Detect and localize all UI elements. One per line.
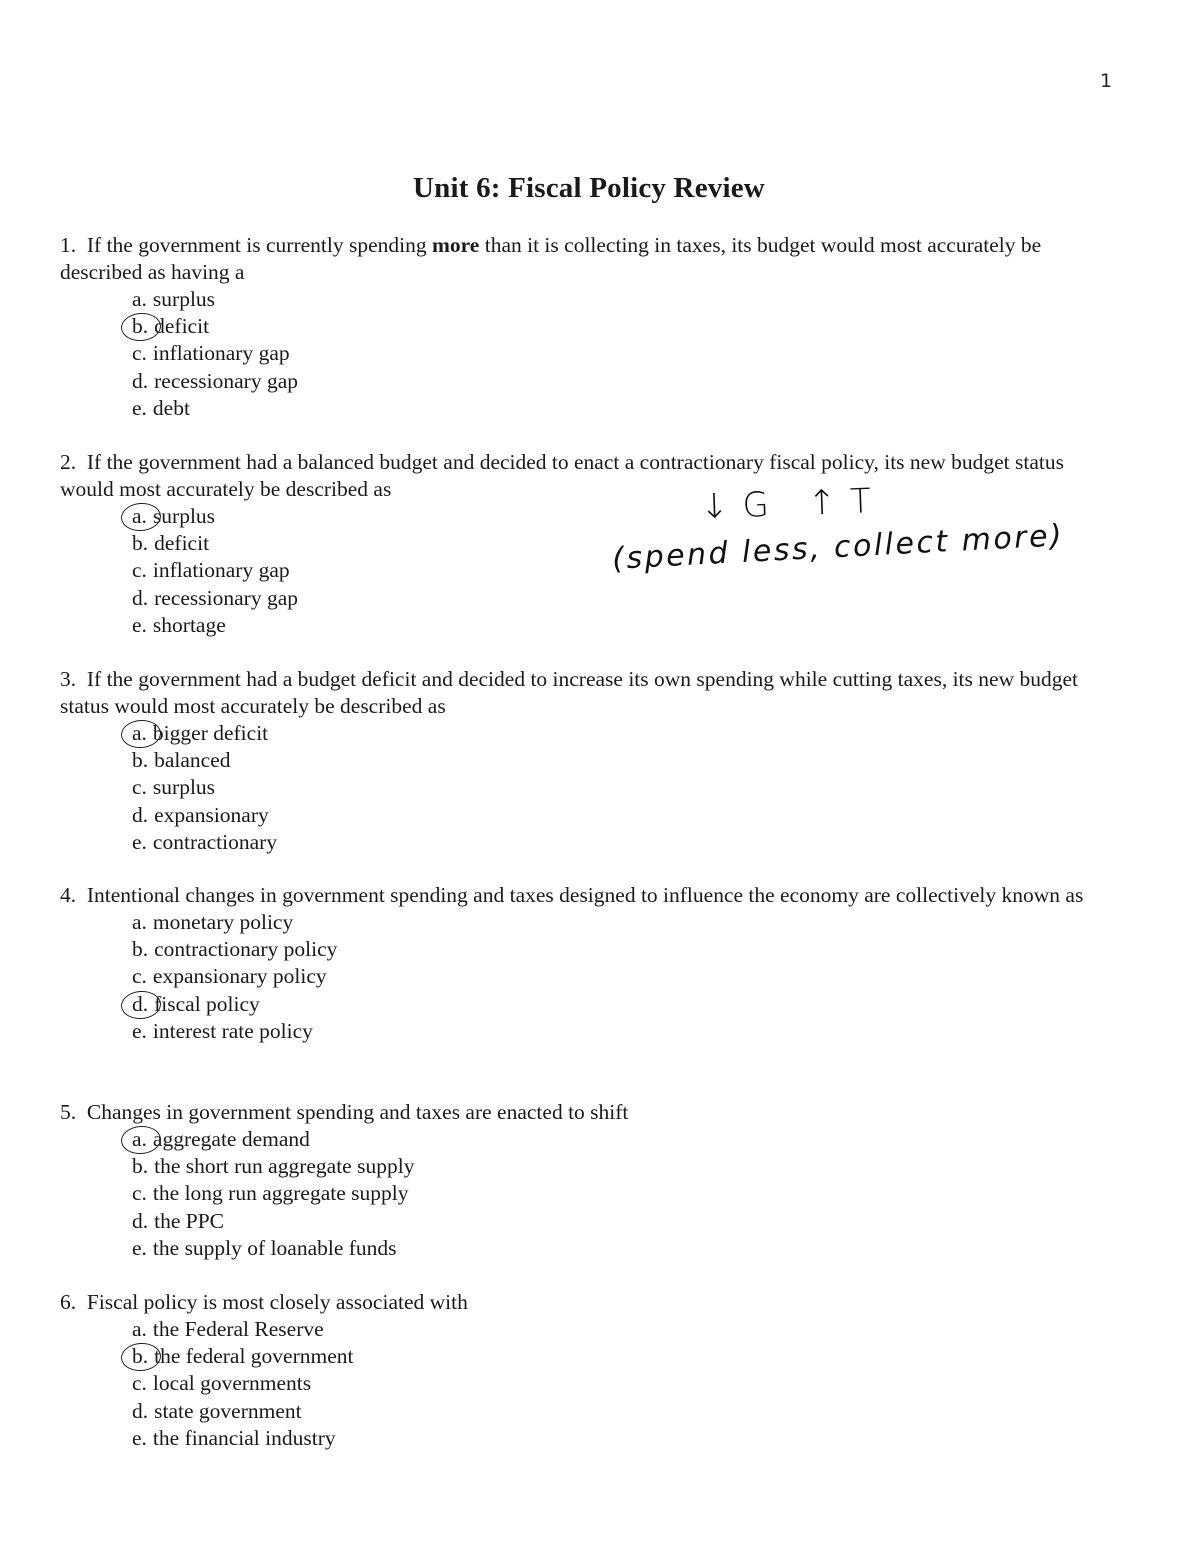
handwritten-note: (spend less, collect more) — [611, 518, 1066, 577]
option-list — [60, 720, 1120, 856]
option-letter: c. — [132, 341, 147, 366]
option-letter: b. — [132, 1154, 149, 1179]
option-d[interactable] — [132, 802, 1120, 829]
option-letter: e. — [132, 612, 147, 637]
option-a[interactable] — [132, 909, 1120, 936]
question-6 — [60, 1289, 1120, 1452]
page-number: 1 — [1100, 70, 1113, 92]
option-letter: e. — [132, 829, 147, 854]
option-text: expansionary policy — [152, 964, 327, 989]
option-text: the federal government — [154, 1344, 354, 1369]
option-text: contractionary policy — [154, 937, 338, 962]
option-text: surplus — [152, 287, 216, 311]
option-e[interactable] — [132, 829, 1120, 856]
option-text: contractionary — [152, 829, 278, 854]
option-text: balanced — [154, 748, 231, 773]
option-b[interactable] — [132, 1343, 1120, 1370]
question-stem — [60, 1289, 1120, 1316]
option-e[interactable] — [132, 1425, 1120, 1452]
question-number: 5. — [60, 1100, 77, 1124]
stem-text: Changes in government spending and taxes are enacted to shift — [86, 1100, 629, 1124]
option-c[interactable] — [132, 340, 1120, 367]
stem-emphasis: more — [431, 233, 480, 257]
stem-text: If the government is currently spending — [86, 233, 432, 257]
option-c[interactable] — [132, 1180, 1120, 1207]
option-c[interactable] — [132, 963, 1120, 990]
option-text: the long run aggregate supply — [152, 1181, 409, 1206]
option-c[interactable] — [132, 1370, 1120, 1397]
option-letter: c. — [132, 1371, 147, 1396]
option-letter-circled: a. — [132, 1126, 147, 1153]
option-letter-circled: a. — [132, 503, 147, 530]
option-d[interactable] — [132, 991, 1120, 1018]
option-letter-circled: d. — [132, 991, 148, 1018]
option-text: state government — [154, 1398, 302, 1423]
option-letter: c. — [132, 558, 147, 583]
option-letter: e. — [132, 1235, 147, 1260]
question-stem — [60, 882, 1120, 909]
option-letter: c. — [132, 775, 147, 800]
option-b[interactable] — [132, 1153, 1120, 1180]
option-letter: e. — [132, 1425, 147, 1450]
question-stem — [60, 666, 1120, 720]
question-4 — [60, 882, 1120, 1045]
option-letter: d. — [132, 1208, 149, 1233]
handwritten-arrows: ↓G ↑T — [699, 480, 886, 528]
option-text: recessionary gap — [154, 585, 298, 610]
stem-text: If the government had a balanced budget and decided to enact a contractionary fiscal policy, its new budget status would most accurately be described as — [60, 450, 1064, 501]
option-list — [60, 1316, 1120, 1452]
question-5 — [60, 1099, 1120, 1262]
question-number: 1. — [60, 233, 77, 257]
option-text: recessionary gap — [154, 368, 298, 393]
stem-text: Fiscal policy is most closely associated with — [86, 1290, 468, 1314]
option-a[interactable] — [132, 286, 1120, 313]
option-a[interactable] — [132, 720, 1120, 747]
option-letter: c. — [132, 1181, 147, 1206]
option-text: inflationary gap — [152, 341, 290, 366]
option-letter: a. — [132, 910, 147, 934]
option-d[interactable] — [132, 1208, 1120, 1235]
stem-text: If the government had a budget deficit and decided to increase its own spending while cutting taxes, its new budget status would most accurately be described as — [60, 667, 1078, 718]
option-a[interactable] — [132, 1316, 1120, 1343]
option-text: the financial industry — [152, 1425, 336, 1450]
page-title: Unit 6: Fiscal Policy Review — [413, 172, 765, 204]
option-list — [60, 909, 1120, 1045]
option-letter-circled: b. — [132, 1343, 148, 1370]
option-d[interactable] — [132, 585, 1120, 612]
option-letter: e. — [132, 1018, 147, 1043]
question-number: 3. — [60, 667, 77, 691]
option-list — [60, 1126, 1120, 1262]
option-letter: a. — [132, 287, 147, 311]
option-text: aggregate demand — [152, 1127, 310, 1151]
option-b[interactable] — [132, 313, 1120, 340]
option-letter: a. — [132, 1317, 147, 1341]
question-number: 2. — [60, 450, 77, 474]
option-text: the Federal Reserve — [152, 1317, 324, 1341]
option-letter: b. — [132, 531, 149, 556]
option-text: deficit — [154, 314, 210, 339]
question-1 — [60, 232, 1120, 422]
option-text: surplus — [152, 775, 216, 800]
option-text: the PPC — [154, 1208, 225, 1233]
option-letter: e. — [132, 395, 147, 420]
question-number: 4. — [60, 883, 77, 907]
question-stem — [60, 232, 1120, 286]
option-d[interactable] — [132, 1398, 1120, 1425]
option-text: the supply of loanable funds — [152, 1235, 397, 1260]
question-stem — [60, 449, 1120, 503]
option-e[interactable] — [132, 612, 1120, 639]
option-text: bigger deficit — [152, 721, 269, 745]
option-c[interactable] — [132, 774, 1120, 801]
option-text: expansionary — [154, 802, 269, 827]
option-letter: b. — [132, 748, 149, 773]
option-letter-circled: b. — [132, 313, 148, 340]
option-letter: d. — [132, 585, 149, 610]
option-text: fiscal policy — [154, 991, 260, 1016]
question-number: 6. — [60, 1290, 77, 1314]
option-list — [60, 286, 1120, 422]
option-b[interactable] — [132, 936, 1120, 963]
option-text: deficit — [154, 531, 210, 556]
option-a[interactable] — [132, 1126, 1120, 1153]
question-3 — [60, 666, 1120, 856]
option-d[interactable] — [132, 368, 1120, 395]
option-letter: d. — [132, 1398, 149, 1423]
option-letter: d. — [132, 368, 149, 393]
option-text: shortage — [152, 612, 226, 637]
option-letter-circled: a. — [132, 720, 147, 747]
option-letter: b. — [132, 937, 149, 962]
option-letter: d. — [132, 802, 149, 827]
option-text: monetary policy — [152, 910, 294, 934]
option-e[interactable] — [132, 395, 1120, 422]
stem-text: than it is collecting in taxes, its budget would most accurately be described as having a — [60, 233, 1042, 284]
option-b[interactable] — [132, 747, 1120, 774]
option-text: inflationary gap — [152, 558, 290, 583]
option-text: debt — [152, 395, 190, 420]
question-stem — [60, 1099, 1120, 1126]
stem-text: Intentional changes in government spending and taxes designed to influence the economy are collectively known as — [86, 883, 1084, 907]
option-e[interactable] — [132, 1235, 1120, 1262]
option-e[interactable] — [132, 1018, 1120, 1045]
option-text: local governments — [152, 1371, 312, 1396]
option-text: the short run aggregate supply — [154, 1154, 415, 1179]
option-text: surplus — [152, 504, 216, 528]
option-text: interest rate policy — [152, 1018, 313, 1043]
option-letter: c. — [132, 964, 147, 989]
